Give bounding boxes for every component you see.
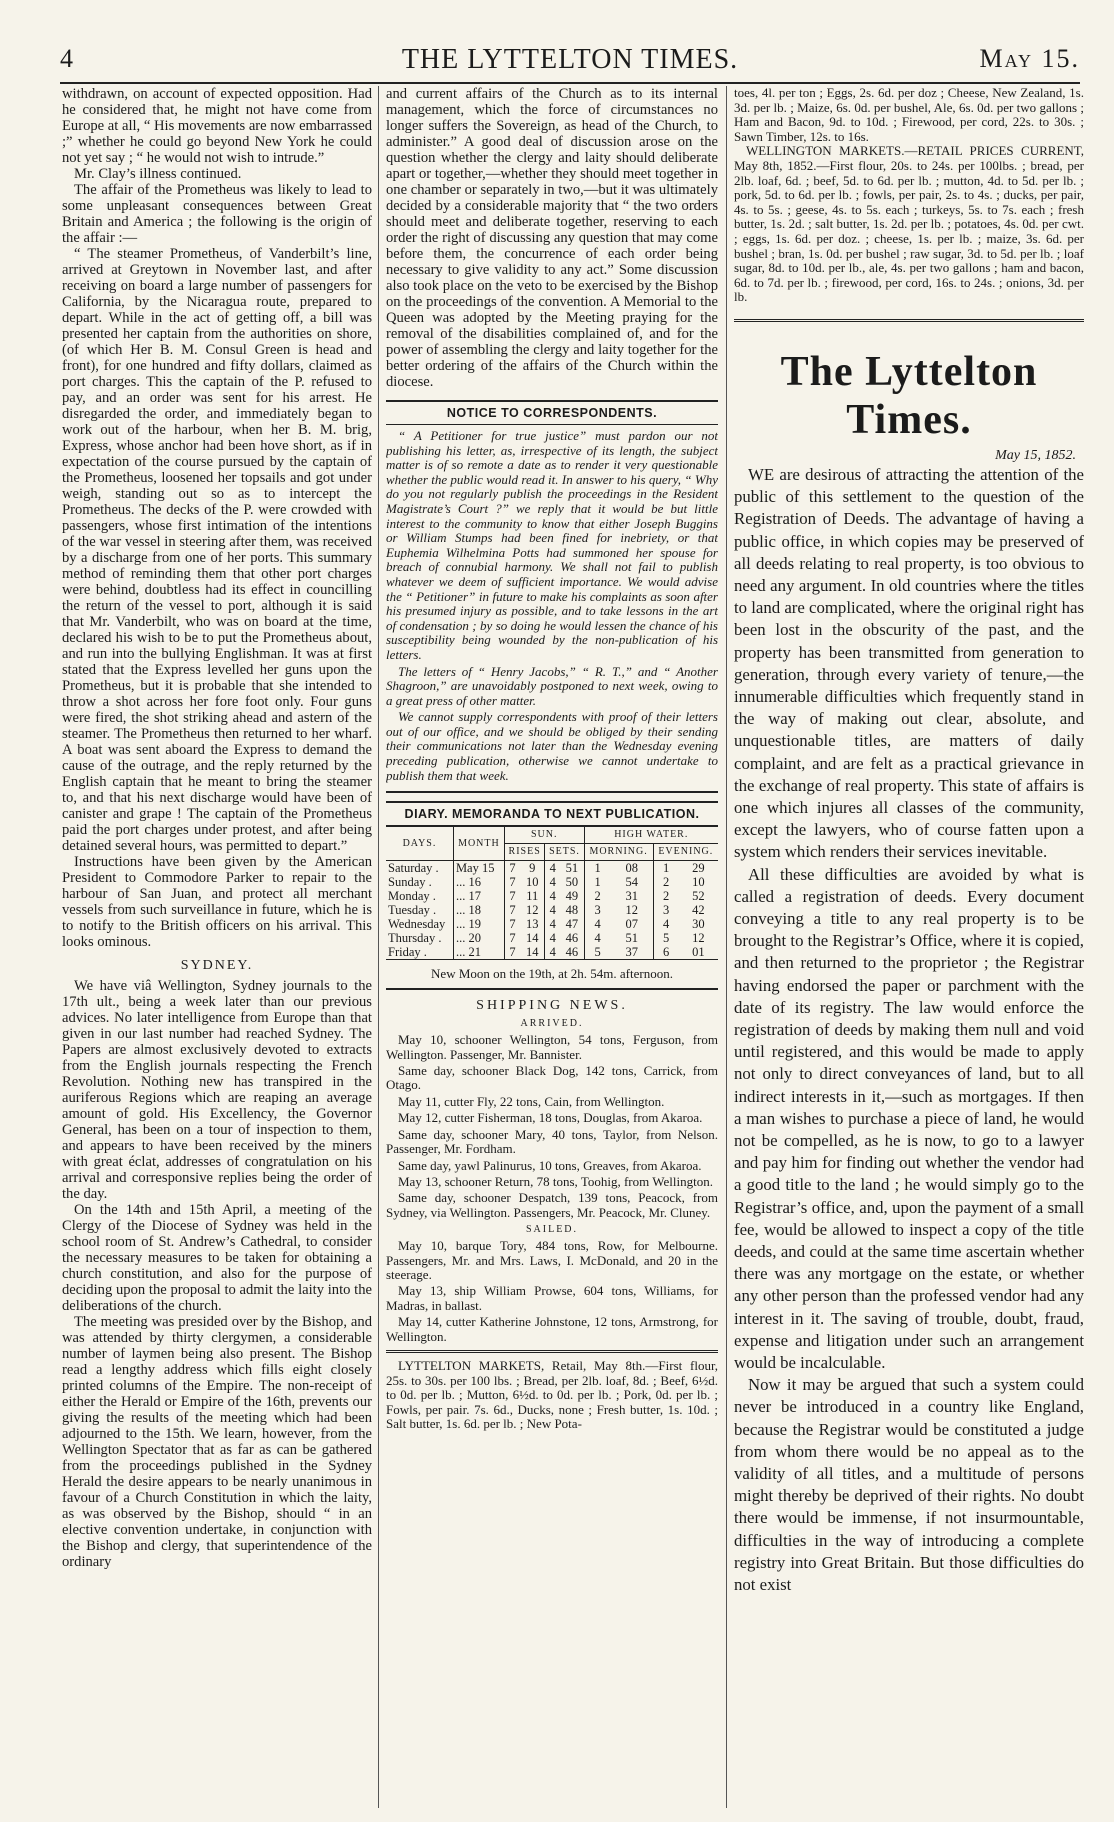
- diary-cell-month: ... 18: [453, 903, 504, 917]
- diary-cell-day: Monday .: [388, 889, 436, 904]
- diary-cell-set-h: 4: [545, 875, 560, 889]
- shipping-entry: Same day, schooner Black Dog, 142 tons, Carrick, from Otago.: [386, 1063, 718, 1093]
- diary-cell-set-m: 48: [565, 903, 579, 918]
- article-paragraph: We have viâ Wellington, Sydney journals to the 17th ult., being a week later than our previous advices. No later intelligence from Europe than that given in our last number had reached Sydney. The Papers are almost exclusively devoted to extracts from the English journals respecting the French Revolution. Nothing new has transpired in the auriferous Regions which are reaping an average amount of gold. His Excellency, the Governor General, has been on a tour of inspection to them, and appears to have been received by the miners with great éclat, addresses of congratulation on his arrival and corresponsive replies being the order of the day.: [62, 978, 372, 1202]
- diary-rows: [386, 861, 718, 960]
- section-rule: [386, 1350, 718, 1353]
- diary-cell-set-m: 46: [565, 945, 579, 960]
- diary-cell-set-h: 4: [545, 903, 560, 917]
- diary-cell-mo-h: 1: [584, 875, 611, 889]
- diary-cell-month: ... 17: [453, 889, 504, 903]
- diary-cell-rise-h: 7: [504, 875, 520, 889]
- diary-cell-rise-m: 14: [526, 931, 539, 946]
- diary-cell-rise-m: 13: [526, 917, 539, 932]
- markets-continued: toes, 4l. per ton ; Eggs, 2s. 6d. per doz ; Cheese, New Zealand, 1s. 3d. per lb. ; Maize, 6s. 0d. per bushel, Ale, 6s. 0d. per two gallons ; Ham and Bacon, 9d. to 10d. ; Firewood, per cord, 22s. to 30s. ; Sawn Timber, 12s. to 16s.: [734, 86, 1084, 144]
- diary-cell-ev-h: 4: [653, 917, 679, 931]
- diary-cell-ev-h: 5: [653, 931, 679, 945]
- diary-cell-month: ... 19: [453, 917, 504, 931]
- column-divider: [378, 86, 379, 1808]
- article-paragraph: “ The steamer Prometheus, of Vanderbilt’s line, arrived at Greytown in November last, and after receiving on board a large number of passengers for California, by the Nicaragua route, prepared to depart. While in the act of getting off, a bill was presented her captain from the authorities on shore, (of which Her B. M. Consul Green is head and front), for one hundred and fifty dollars, claimed as port charges. This the captain of the P. refused to pay, and an order was sent for his arrest. He disregarded the order, and immediately began to work out of the harbour, when her B. M. brig, Express, whose anchor had been hove short, as if in expectation of the course pursued by the captain of the Prometheus, loosened her topsails and got under weigh, standing out so as to intercept the Prometheus. The decks of the P. were crowded with passengers, whose first intimation of the intentions of the war vessel in steering after them, was received by a discharge from one of her ports. This summary method of reminding them that other port charges were behind, doubtless had its effect in councilling the return of the vessel to port, although it is said that Mr. Vanderbilt, who was on board at the time, declared his wish to be to put the Prometheus about, and run into the bullying Englishman. It was at first stated that the Express levelled her guns upon the Prometheus, but it is probable that she intended to throw a shot across her fore foot only. Four guns were fired, the shot striking ahead and astern of the steamer. The Prometheus then returned to her wharf. A boat was sent aboard the Express to demand the cause of the outrage, and the reply returned by the English captain that he meant to bring the steamer to, and that his next discharge would have been of canister and grape ! The captain of the Prometheus paid the port charges under protest, and after being detained several hours, was permitted to depart.”: [62, 246, 372, 854]
- diary-table: [386, 826, 718, 959]
- diary-cell-mo-h: 4: [584, 931, 611, 945]
- article-paragraph: Instructions have been given by the American President to Commodore Parker to repair to the harbour of San Juan, and protect all merchant vessels from such surveillance in future, which he is to notify to the British officers on his arrival. This looks ominous.: [62, 854, 372, 950]
- diary-cell-mo-m: 07: [625, 917, 638, 932]
- col-header-evening: EVENING.: [653, 844, 718, 861]
- shipping-entry: Same day, schooner Despatch, 139 tons, Peacock, from Sydney, via Wellington. Passengers, Mr. Peacock, Mr. Cluney.: [386, 1190, 718, 1220]
- diary-cell-ev-m: 52: [692, 889, 705, 904]
- diary-cell-day: Wednesday: [388, 917, 446, 932]
- editorial-paragraph: WE are desirous of attracting the attention of the public of this settlement to the question of the Registration of Deeds. The advantage of having a public office, in which copies may be preserved of all deeds relating to real property, is too obvious to need any argument. In old countries where the titles to land are complicated, where the original right has been lost in the obscurity of the past, and the property has been transmitted from generation to generation, through every variety of tenure,—the innumerable difficulties which frequently stand in the way of making out clear, absolute, and unquestionable titles, are matters of daily complaint, and are felt as a practical grievance in the exchange of real property. This state of affairs is one which injures all classes of the community, except the lawyers, who of course fatten upon a system which renders their services inevitable.: [734, 464, 1084, 862]
- diary-cell-set-m: 50: [565, 875, 579, 890]
- article-paragraph: withdrawn, on account of expected opposition. Had he considered that, he might not have come from Europe at all, “ His movements are now embarrassed ;” whether he could go beyond New York he could not yet say ; “ he would not wish to intrude.”: [62, 86, 372, 166]
- column-2: [386, 86, 718, 1808]
- diary-cell-set-m: 49: [565, 889, 579, 904]
- column-3: [734, 86, 1084, 1808]
- diary-row: [386, 903, 718, 917]
- arrived-list: [386, 1033, 718, 1220]
- col-header-high-water: HIGH WATER.: [584, 827, 718, 844]
- col-header-days: DAYS.: [386, 827, 453, 861]
- diary-cell-month: ... 20: [453, 931, 504, 945]
- col-header-morning: MORNING.: [584, 844, 653, 861]
- diary-cell-mo-h: 1: [584, 861, 611, 876]
- diary-cell-month: May 15: [453, 861, 504, 876]
- diary-cell-rise-m: 9: [529, 861, 536, 876]
- notice-paragraph: We cannot supply correspondents with proof of their letters out of our office, and we should be obliged by their sending their communications not later than the Wednesday evening preceding publication, otherwise we cannot undertake to publish them that week.: [386, 709, 718, 783]
- diary-cell-mo-h: 5: [584, 945, 611, 959]
- col-header-sun: SUN.: [504, 827, 584, 844]
- diary-cell-mo-m: 31: [625, 889, 638, 904]
- newspaper-title: THE LYTTELTON TIMES.: [401, 44, 739, 75]
- diary-cell-set-m: 47: [565, 917, 579, 932]
- diary-cell-mo-h: 2: [584, 889, 611, 903]
- diary-cell-ev-h: 2: [653, 875, 679, 889]
- diary-cell-rise-h: 7: [504, 903, 520, 917]
- article-paragraph: and current affairs of the Church as to its internal management, which the force of circumstances no longer suffers the Sovereign, as head of the Church, to administer.” A good deal of discussion arose on the question whether the clergy and laity should deliberate apart or together,—whether they should meet together in one chamber or separately in two,—but it was ultimately decided by a considerable majority that “ the two orders should meet and deliberate together, reserving to each order the right of discussing any question that may come before them, the concurrence of each order being necessary to give validity to any act.” Some discussion also took place on the veto to be exercised by the Bishop on the proceedings of the convention. A Memorial to the Queen was adopted by the Meeting praying for the removal of the disabilities complained of, and for the power of assembling the clergy and laity together for the better ordering of the affairs of the Church within the diocese.: [386, 86, 718, 390]
- sailed-list: [386, 1239, 718, 1344]
- notice-paragraph: The letters of “ Henry Jacobs,” “ R. T.,” and “ Another Shagroon,” are unavoidably postponed to next week, owing to a great press of other matter.: [386, 663, 718, 708]
- diary-row: [386, 931, 718, 945]
- diary-cell-ev-h: 2: [653, 889, 679, 903]
- diary-cell-ev-m: 30: [692, 917, 705, 932]
- shipping-entry: Same day, yawl Palinurus, 10 tons, Greaves, from Akaroa.: [398, 1157, 702, 1173]
- diary-cell-rise-m: 11: [526, 889, 539, 904]
- diary-row: [386, 945, 718, 959]
- section-rule: [734, 319, 1084, 322]
- diary-cell-ev-h: 3: [653, 903, 679, 917]
- diary-cell-rise-h: 7: [504, 861, 520, 876]
- notice-to-correspondents: [386, 429, 718, 793]
- shipping-entry: Same day, schooner Mary, 40 tons, Taylor, from Nelson. Passenger, Mr. Fordham.: [386, 1126, 718, 1157]
- diary-cell-rise-h: 7: [504, 945, 520, 959]
- col-header-sets: SETS.: [545, 844, 584, 861]
- diary-heading: DIARY. MEMORANDA TO NEXT PUBLICATION.: [386, 801, 718, 826]
- diary-cell-rise-m: 14: [526, 945, 539, 960]
- shipping-heading: SHIPPING NEWS.: [476, 998, 628, 1014]
- diary-cell-rise-h: 7: [504, 931, 520, 945]
- article-paragraph: Mr. Clay’s illness continued.: [74, 166, 242, 182]
- shipping-entry: May 12, cutter Fisherman, 18 tons, Douglas, from Akaroa.: [398, 1110, 703, 1126]
- col-header-month: MONTH: [453, 827, 504, 861]
- diary-row: [386, 889, 718, 903]
- diary-cell-set-h: 4: [545, 861, 560, 876]
- issue-date: May 15.: [979, 44, 1080, 73]
- article-paragraph: On the 14th and 15th April, a meeting of the Clergy of the Diocese of Sydney was held in the school room of St. Andrew’s Cathedral, to consider the necessary measures to be taken for obtaining a church constitution, and also for the purpose of deciding upon the proposal to admit the laity into the deliberations of the church.: [62, 1202, 372, 1314]
- lyttelton-markets: LYTTELTON MARKETS, Retail, May 8th.—First flour, 25s. to 30s. per 100 lbs. ; Bread, per 2lb. loaf, 8d. ; Beef, 6½d. to 0d. per lb. ; Mutton, 6½d. to 0d. per lb. ; Pork, 0d. per lb. ; Fowls, per pair. 7s. 6d., Ducks, none ; Fresh butter, 1s. 10d. ; Salt butter, 1s. 6d. per lb. ; New Pota-: [386, 1357, 718, 1432]
- diary-cell-set-m: 51: [565, 861, 579, 876]
- diary-cell-ev-m: 29: [692, 861, 705, 876]
- diary-cell-set-m: 46: [565, 931, 579, 946]
- article-paragraph: The meeting was presided over by the Bishop, and was attended by thirty clergymen, a considerable number of laymen being also present. The Bishop read a lengthy address which fills eight closely printed columns of the Empire. The non-receipt of either the Herald or Empire of the 16th, prevents our giving the results of the meeting which had been adjourned to the 15th. We learn, however, from the Wellington Spectator that as far as can be gathered from the proceedings published in the Sydney Herald the desire appears to be nearly unanimous in favour of a Church Constitution in which the laity, as was observed by the Bishop, should “ in an elective convention undertake, in conjunction with the Bishop and clergy, that superintendence of the ordinary: [62, 1314, 372, 1570]
- sailed-heading: SAILED.: [525, 1224, 579, 1236]
- wellington-markets: WELLINGTON MARKETS.—RETAIL PRICES CURRENT, May 8th, 1852.—First flour, 20s. to 24s. per 100lbs. ; bread, per 2lb. loaf, 6d. ; beef, 5d. to 6d. per lb. ; mutton, 4d. to 5d. per lb. ; pork, 5d. to 6d. per lb. ; fowls, per pair, 2s. to 4s. ; ducks, per pair, 4s. to 5s. ; geese, 4s. to 5s. each ; turkeys, 5s. to 7s. each ; fresh butter, 1s. 2d. ; salt butter, 1s. 2d. per lb. ; potatoes, 4s. 0d. per cwt. ; eggs, 1s. 6d. per doz. ; cheese, 1s. per lb. ; maize, 3s. 6d. per bushel ; bran, 1s. 0d. per bushel ; raw sugar, 3d. to 5d. per lb. ; loaf sugar, 8d. to 10d. per lb., ale, 4s. per two gallons ; ham and bacon, 6d. to 7d. per lb. ; firewood, per cord, 16s. to 24s. ; onions, 3d. per lb.: [734, 143, 1084, 305]
- column-1: [62, 86, 372, 1808]
- diary-cell-day: Sunday .: [388, 875, 432, 890]
- diary-cell-rise-h: 7: [504, 889, 520, 903]
- diary-cell-ev-m: 01: [692, 945, 705, 960]
- diary-cell-ev-h: 1: [653, 861, 679, 876]
- diary-cell-month: ... 16: [453, 875, 504, 889]
- editorial: [734, 464, 1084, 1596]
- diary-cell-set-h: 4: [545, 889, 560, 903]
- diary-cell-ev-h: 6: [653, 945, 679, 959]
- diary-cell-ev-m: 42: [692, 903, 705, 918]
- article-paragraph: The affair of the Prometheus was likely to lead to some unpleasant consequences between Great Britain and America ; the following is the origin of the affair :—: [62, 182, 372, 246]
- diary-cell-mo-m: 08: [625, 861, 638, 876]
- page-number: 4: [60, 44, 73, 73]
- col-header-rises: RISES: [504, 844, 545, 861]
- shipping-entry: May 10, schooner Wellington, 54 tons, Ferguson, from Wellington. Passenger, Mr. Bannister.: [386, 1032, 718, 1062]
- moon-note: New Moon on the 19th, at 2h. 54m. afternoon.: [386, 959, 718, 990]
- sydney-heading: SYDNEY.: [180, 958, 254, 973]
- diary-cell-rise-m: 10: [526, 875, 539, 890]
- diary-cell-day: Friday .: [388, 945, 427, 960]
- shipping-entry: May 14, cutter Katherine Johnstone, 12 tons, Armstrong, for Wellington.: [386, 1314, 718, 1344]
- header-rule: [60, 82, 1080, 84]
- shipping-entry: May 11, cutter Fly, 22 tons, Cain, from Wellington.: [398, 1093, 665, 1109]
- diary-cell-set-h: 4: [545, 917, 560, 931]
- diary-row: [386, 917, 718, 931]
- diary-cell-rise-m: 12: [526, 903, 539, 918]
- editorial-date: May 15, 1852.: [995, 447, 1076, 463]
- notice-heading: NOTICE TO CORRESPONDENTS.: [386, 400, 718, 425]
- shipping-entry: May 10, barque Tory, 484 tons, Row, for Melbourne. Passengers, Mr. and Mrs. Laws, I. McDonald, and 20 in the steerage.: [386, 1238, 718, 1282]
- diary-cell-mo-m: 51: [625, 931, 638, 946]
- shipping-entry: May 13, ship William Prowse, 604 tons, Williams, for Madras, in ballast.: [386, 1283, 718, 1313]
- diary-cell-mo-h: 3: [584, 903, 611, 917]
- diary-row: [386, 875, 718, 889]
- diary-cell-day: Tuesday .: [388, 903, 437, 918]
- shipping-entry: May 13, schooner Return, 78 tons, Toohig, from Wellington.: [398, 1173, 713, 1189]
- diary-cell-month: ... 21: [453, 945, 504, 959]
- column-divider: [726, 86, 727, 1808]
- notice-paragraph: “ A Petitioner for true justice” must pardon our not publishing his letter, as, irrespective of its length, the subject matter is of so remote a date as to render it very questionable whether the public would read it. In answer to his query, “ Why do you not regularly publish the proceedings in the Resident Magistrate’s Court ?” we reply that it would be but little interest to the community to know that either Joseph Buggins or William Stumps had been fined for inebriety, or that Euphemia Wilhelmina Potts had summoned her spouse for breach of connubial harmony. We shall not fail to publish whatever we deem of sufficient importance. We would advise the “ Petitioner” in future to make his complaints as soon after his presumed injury as possible, and to take lessons in the art of condensation ; by so doing he would lessen the chance of his susceptibility being wounded by the non-publication of his letters.: [386, 428, 718, 662]
- diary-row: [386, 861, 718, 876]
- diary-cell-mo-m: 37: [625, 945, 638, 960]
- editorial-paragraph: Now it may be argued that such a system could never be introduced in a country like England, because the Registrar would be constituted a judge from whom there would be no appeal as to the validity of all titles, and a multitude of persons might thereby be deprived of their rights. No doubt there would be immense, if not insurmountable, difficulties in the way of introducing a complete registry into Great Britain. But those difficulties do not exist: [734, 1375, 1084, 1595]
- diary-cell-mo-m: 54: [625, 875, 638, 890]
- diary-cell-mo-h: 4: [584, 917, 611, 931]
- diary-cell-set-h: 4: [545, 931, 560, 945]
- diary-cell-day: Thursday .: [388, 931, 442, 946]
- arrived-heading: ARRIVED.: [520, 1018, 584, 1030]
- page-header: [60, 44, 1080, 84]
- diary-cell-rise-h: 7: [504, 917, 520, 931]
- editorial-masthead: The Lyttelton Times.: [780, 348, 1038, 443]
- diary-cell-ev-m: 10: [692, 875, 705, 890]
- diary-cell-mo-m: 12: [625, 903, 638, 918]
- diary-cell-day: Saturday .: [388, 861, 439, 876]
- editorial-paragraph: All these difficulties are avoided by what is called a registration of deeds. Every document conveying a title to any real property is to be brought to the Registrar’s Office, where it is copied, and then returned to the proprietor ; the Registrar having endorsed the paper or parchment with the date of its registry. The law would enforce the registration of deeds by making them null and void until registered, and this would be made to apply not only to direct conveyances of land, but to all indirect interests in it,—such as mortgages. If then a man wishes to purchase a piece of land, he would not be compelled, as he is now, to go to a lawyer and pay him for finding out whether the vendor had a good title to the land ; he would simply go to the Registrar’s office, and, upon the payment of a small fee, would be allowed to inspect a copy of the title deeds, and could at the same time ascertain whether there was any mortgage on the estate, or whether any other person than the professed vendor had any interest in it. The saving of trouble, doubt, fraud, expense and litigation under such an arrangement would be incalculable.: [734, 864, 1084, 1373]
- diary-cell-set-h: 4: [545, 945, 560, 959]
- diary-cell-ev-m: 12: [692, 931, 705, 946]
